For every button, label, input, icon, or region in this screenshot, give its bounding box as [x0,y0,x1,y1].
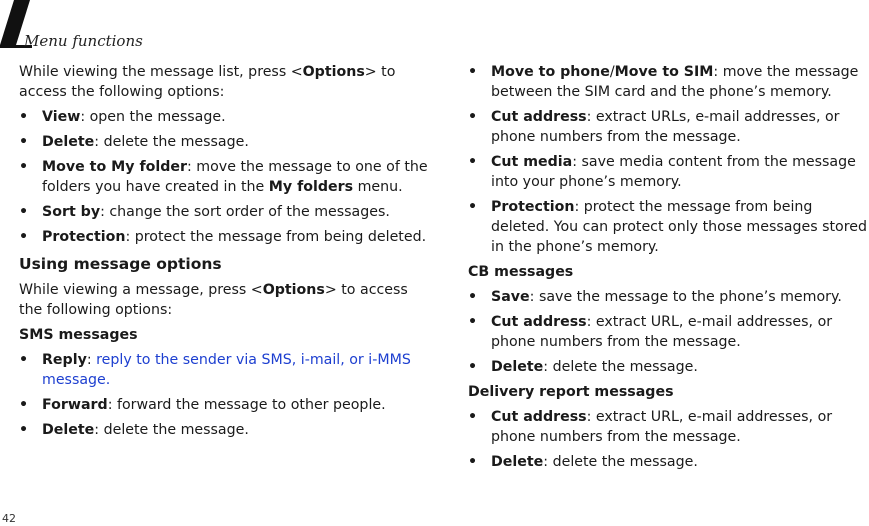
delivery-report-options-list [468,407,869,472]
right-column [468,62,869,477]
page-number: 42 [2,512,16,525]
sms-messages-heading: SMS messages [19,327,138,343]
reply-link-text[interactable]: reply to the sender via SMS, i-mail, or i-MMS message. [42,352,411,388]
list-item-delete: • Delete: delete the message. [468,359,698,375]
cb-options-list [468,287,869,377]
list-item-move-to-my-folder: • Move to My folder: move the message to one of the folders you have created in the My folders menu. [19,159,428,195]
left-column [19,62,431,445]
list-item-delete: • Delete: delete the message. [19,422,249,438]
list-item-reply: • Reply: reply to the sender via SMS, i-mail, or i-MMS message. [19,352,411,388]
list-item-cut-address: • Cut address: extract URL, e-mail addresses, or phone numbers from the message. [468,314,833,350]
message-list-options [19,107,431,247]
list-item-delete: • Delete: delete the message. [19,134,249,150]
list-item-sort-by: • Sort by: change the sort order of the messages. [19,204,390,220]
list-item-cut-media: • Cut media: save media content from the message into your phone’s memory. [468,154,856,190]
cb-messages-heading: CB messages [468,264,574,280]
header-title: Menu functions [24,32,143,50]
delivery-report-heading: Delivery report messages [468,384,674,400]
list-intro: While viewing the message list, press <Options> to access the following options: [19,64,396,100]
section-intro: While viewing a message, press <Options> to access the following options: [19,282,408,318]
list-item-cut-address: • Cut address: extract URL, e-mail addresses, or phone numbers from the message. [468,409,833,445]
section-title: Using message options [19,255,222,273]
list-item-delete: • Delete: delete the message. [468,454,698,470]
sms-options-list [19,350,431,440]
sms-options-list-continued [468,62,869,257]
list-item-cut-address: • Cut address: extract URLs, e-mail addresses, or phone numbers from the message. [468,109,840,145]
list-item-protection: • Protection: protect the message from being deleted. You can protect only those messages stored in the phone’s memory. [468,199,867,255]
list-item-protection: • Protection: protect the message from being deleted. [19,229,427,245]
list-item-move-to-phone-sim: • Move to phone/Move to SIM: move the message between the SIM card and the phone’s memory. [468,64,859,100]
list-item-forward: • Forward: forward the message to other people. [19,397,386,413]
list-item-save: • Save: save the message to the phone’s memory. [468,289,842,305]
list-item-view: • View: open the message. [19,109,226,125]
